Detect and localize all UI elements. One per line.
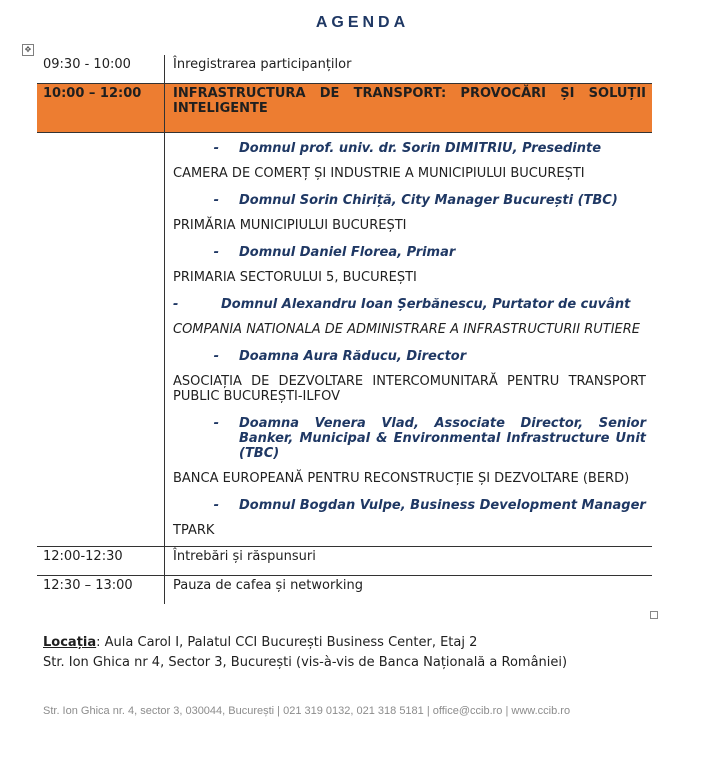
session-title: INFRASTRUCTURA DE TRANSPORT: PROVOCĂRI ȘI SOLUȚII INTELIGENTE [165, 84, 653, 133]
speaker-name: Domnul Bogdan Vulpe, Business Development Manager [239, 498, 646, 513]
time-cell: 10:00 – 12:00 [37, 84, 165, 133]
speaker-item [173, 291, 646, 316]
table-resize-handle-icon[interactable] [650, 611, 658, 619]
location-block [43, 633, 567, 673]
speaker-item [173, 410, 646, 465]
time-cell: 09:30 - 10:00 [37, 55, 165, 84]
location-address: : Aula Carol I, Palatul CCI București Business Center, Etaj 2 [96, 635, 478, 650]
speaker-item [173, 239, 646, 264]
speaker-name: Domnul Sorin Chiriță, City Manager București (TBC) [239, 193, 618, 208]
speaker-item [173, 492, 646, 517]
organization-name: ASOCIAȚIA DE DEZVOLTARE INTERCOMUNITARĂ PENTRU TRANSPORT PUBLIC BUCUREȘTI-ILFOV [173, 374, 646, 404]
speaker-item [173, 343, 646, 368]
speaker-name: Domnul Daniel Florea, Primar [239, 245, 456, 260]
organization-name: COMPANIA NATIONALA DE ADMINISTRARE A INFRASTRUCTURII RUTIERE [173, 322, 641, 337]
desc-cell: Întrebări și răspunsuri [165, 547, 653, 576]
table-row [37, 133, 652, 547]
page-title: AGENDA [315, 14, 410, 31]
dash: - [213, 498, 219, 513]
table-move-handle-icon[interactable]: ✥ [22, 44, 34, 56]
dash: - [213, 141, 219, 156]
organization-name: TPARK [173, 523, 215, 538]
agenda-table [37, 55, 652, 604]
location-line-2: Str. Ion Ghica nr 4, Sector 3, București (vis-à-vis de Banca Națională a României) [43, 655, 568, 670]
speaker-item [173, 187, 646, 212]
footer-contact: Str. Ion Ghica nr. 4, sector 3, 030044, București | 021 319 0132, 021 318 5181 | office@ccib.ro | www.ccib.ro [43, 705, 571, 717]
dash: - [173, 297, 179, 312]
speaker-name: Doamna Venera Vlad, Associate Director, Senior Banker, Municipal & Environmental Infrastructure Unit (TBC) [239, 416, 646, 461]
organization-name: BANCA EUROPEANĂ PENTRU RECONSTRUCȚIE ȘI DEZVOLTARE (BERD) [173, 471, 630, 486]
speaker-name: Doamna Aura Răducu, Director [239, 349, 467, 364]
table-row [37, 55, 652, 84]
speakers-cell [165, 133, 653, 547]
speaker-item [173, 135, 646, 160]
dash: - [213, 193, 219, 208]
location-label: Locația [43, 635, 97, 650]
time-cell: 12:00-12:30 [37, 547, 165, 576]
speaker-name: Domnul prof. univ. dr. Sorin DIMITRIU, Presedinte [239, 141, 602, 156]
dash: - [213, 416, 219, 431]
time-cell: 12:30 – 13:00 [43, 578, 133, 593]
table-row [37, 547, 652, 576]
organization-name: PRIMĂRIA MUNICIPIULUI BUCUREȘTI [173, 218, 407, 233]
desc-cell: Pauza de cafea și networking [165, 576, 653, 605]
organization-name: PRIMARIA SECTORULUI 5, BUCUREȘTI [173, 270, 417, 285]
organization-name: CAMERA DE COMERȚ ȘI INDUSTRIE A MUNICIPIULUI BUCUREȘTI [173, 166, 585, 181]
dash: - [213, 349, 219, 364]
location-line-1 [43, 633, 567, 653]
table-row [37, 576, 652, 605]
dash: - [213, 245, 219, 260]
time-cell-empty [37, 133, 165, 547]
table-row-highlight [37, 84, 652, 133]
desc-cell: Înregistrarea participanților [165, 55, 653, 84]
speaker-name: Domnul Alexandru Ioan Șerbănescu, Purtator de cuvânt [221, 297, 631, 312]
